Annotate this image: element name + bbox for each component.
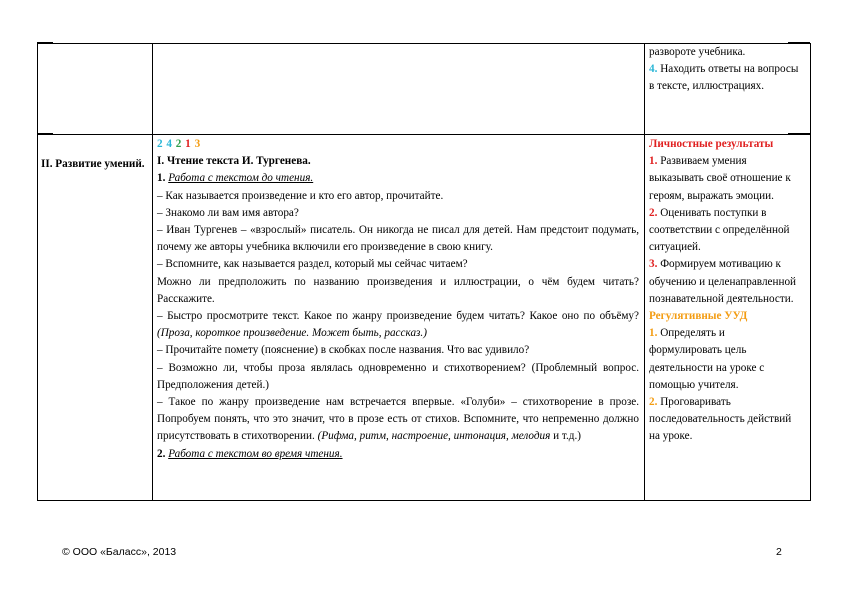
results-item: 1. Определять и формулировать цель деятельности на уроке с помощью учителя. bbox=[649, 327, 765, 391]
column-divider-1 bbox=[152, 43, 153, 501]
results-cell bbox=[649, 136, 799, 446]
table-left-border bbox=[37, 43, 38, 501]
personal-results-title: Личностные результаты bbox=[649, 138, 774, 150]
section-heading: I. Чтение текста И. Тургенева. bbox=[157, 155, 311, 168]
text-line: – Знакомо ли вам имя автора? bbox=[157, 206, 299, 219]
table-right-border bbox=[810, 43, 811, 501]
text-line: – Быстро просмотрите текст. Какое по жанру произведение будем читать? Какое оно по объёму? (Проза, короткое произведение. Может быть, рассказ.) bbox=[157, 310, 639, 340]
page-number: 2 bbox=[776, 546, 782, 558]
text-line: – Вспомните, как называется раздел, который мы сейчас читаем? bbox=[157, 258, 468, 271]
results-line: развороте учебника. bbox=[649, 46, 746, 58]
results-item: 2. Оценивать поступки в соответствии с определённой ситуацией. bbox=[649, 206, 790, 254]
level-numbers: 2 4 2 1 3 bbox=[157, 138, 201, 150]
results-line: 4. Находить ответы на вопросы в тексте, иллюстрациях. bbox=[649, 63, 799, 93]
stage-label: II. Развитие умений. bbox=[41, 158, 145, 170]
results-item: 3. Формируем мотивацию к обучению и целенаправленной познавательной деятельности. bbox=[649, 258, 797, 305]
text-line: – Возможно ли, чтобы проза являлась одновременно и стихотворением? (Проблемный вопрос. Предположения детей.) bbox=[157, 361, 639, 391]
text-line: – Иван Тургенев – «взрослый» писатель. Он никогда не писал для детей. Нам предстоит подумать, почему же авторы учебника включили его произведение в свою книгу. bbox=[157, 224, 639, 254]
item-heading: 1. Работа с текстом до чтения. bbox=[157, 172, 314, 185]
results-item: 1. Развиваем умения выказывать своё отношение к героям, выражать эмоции. bbox=[649, 155, 791, 202]
text-line: – Как называется произведение и кто его автор, прочитайте. bbox=[157, 189, 444, 202]
results-item: 2. Проговаривать последовательность действий на уроке. bbox=[649, 396, 792, 443]
row-divider bbox=[37, 134, 811, 135]
text-line: – Такое по жанру произведение нам встречается впервые. «Голуби» – стихотворение в прозе. Попробуем понять, что это значит, что в прозе есть от стихов. Вспомните, что непременно должно присутствовать в стихотворении. (Рифма, ритм, настроение, интонация, мелодия и т.д.) bbox=[157, 396, 639, 443]
corner-mark bbox=[37, 42, 53, 44]
corner-mark bbox=[788, 133, 810, 135]
regulative-title: Регулятивные УУД bbox=[649, 310, 748, 323]
table-bottom-border bbox=[37, 500, 811, 501]
column-divider-2 bbox=[644, 43, 645, 501]
lesson-content-cell bbox=[157, 136, 639, 463]
item-heading: 2. Работа с текстом во время чтения. bbox=[157, 447, 343, 460]
copyright-footer: © ООО «Баласс», 2013 bbox=[62, 546, 177, 558]
text-line: Можно ли предположить по названию произведения и иллюстрации, о чём будем читать? Расскажите. bbox=[157, 275, 639, 305]
top-row-results-cell bbox=[649, 44, 799, 96]
corner-mark bbox=[37, 133, 53, 135]
text-line: – Прочитайте помету (пояснение) в скобках после названия. Что вас удивило? bbox=[157, 344, 530, 357]
